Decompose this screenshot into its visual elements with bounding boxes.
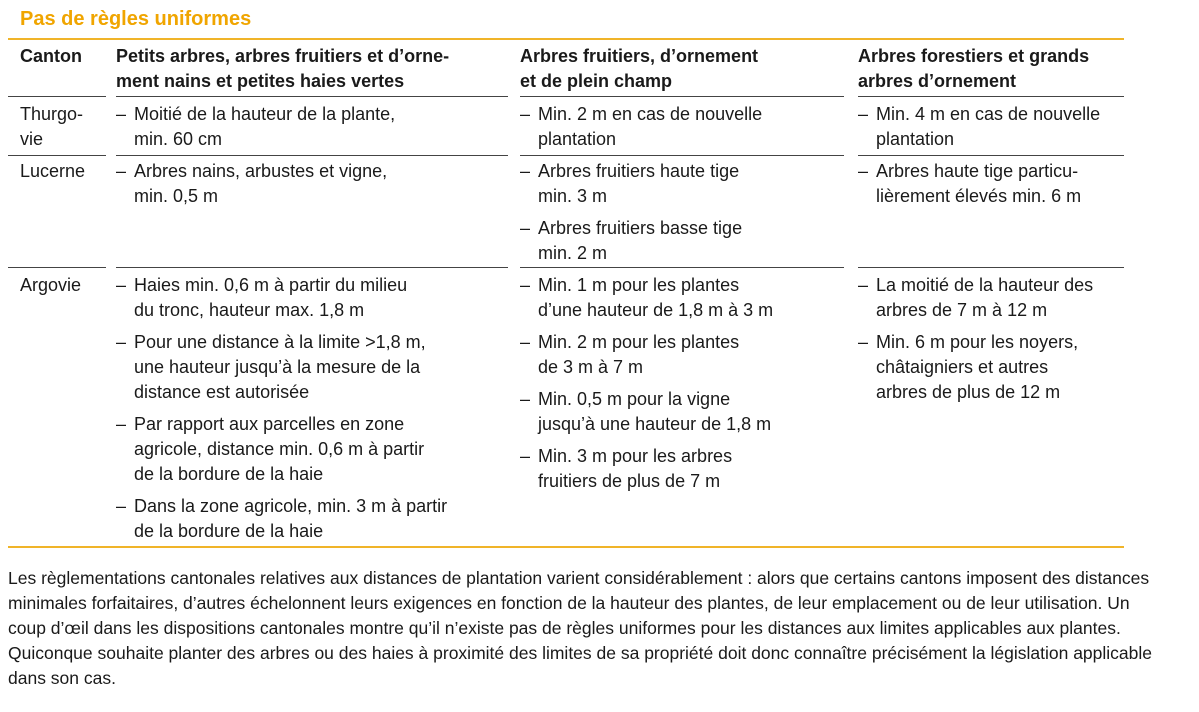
cell-argovie-fruit: [520, 273, 850, 494]
cell-lucerne-forest: [858, 159, 1158, 209]
row-divider: [858, 155, 1124, 156]
cell-argovie-forest: [858, 273, 1158, 405]
header-small-trees: Petits arbres, arbres fruitiers et d’orne- ment nains et petites haies vertes: [116, 46, 450, 91]
header-canton: Canton: [20, 46, 82, 66]
top-rule: [8, 38, 1124, 40]
cell-lucerne-fruit: [520, 159, 850, 266]
cell-lucerne-small: [116, 159, 511, 209]
list-item: – Min. 0,5 m pour la vigne jusqu’à une hauteur de 1,8 m: [520, 389, 772, 434]
header-divider: [116, 96, 508, 97]
canton-thurgovie: Thurgo- vie: [20, 104, 84, 149]
row-divider: [8, 267, 106, 268]
row-divider: [116, 155, 508, 156]
list-item: – Min. 6 m pour les noyers, châtaigniers et autres arbres de plus de 12 m: [858, 332, 1079, 402]
canton-argovie: Argovie: [20, 275, 82, 295]
list-item: – Dans la zone agricole, min. 3 m à partir de la bordure de la haie: [116, 496, 448, 541]
row-divider: [116, 267, 508, 268]
list-item: – Min. 4 m en cas de nouvelle plantation: [858, 104, 1101, 149]
row-divider: [520, 155, 844, 156]
list-item: – Min. 2 m pour les plantes de 3 m à 7 m: [520, 332, 740, 377]
list-item: – Min. 2 m en cas de nouvelle plantation: [520, 104, 763, 149]
header-divider: [858, 96, 1124, 97]
list-item: – Moitié de la hauteur de la plante, min. 60 cm: [116, 104, 396, 149]
cell-argovie-small: [116, 273, 511, 544]
row-divider: [858, 267, 1124, 268]
header-divider: [520, 96, 844, 97]
list-item: – Par rapport aux parcelles en zone agricole, distance min. 0,6 m à partir de la bordure de la haie: [116, 414, 425, 484]
list-item: – Arbres haute tige particu- lièrement élevés min. 6 m: [858, 161, 1082, 206]
cell-thurgovie-fruit: [520, 102, 850, 152]
cell-thurgovie-small: [116, 102, 511, 152]
canton-lucerne: Lucerne: [20, 161, 86, 181]
cell-thurgovie-forest: [858, 102, 1158, 152]
list-item: – Arbres nains, arbustes et vigne, min. 0,5 m: [116, 161, 388, 206]
list-item: – Arbres fruitiers basse tige min. 2 m: [520, 218, 743, 263]
header-divider: [8, 96, 106, 97]
bottom-rule: [8, 546, 1124, 548]
list-item: – Arbres fruitiers haute tige min. 3 m: [520, 161, 740, 206]
list-item: – Min. 1 m pour les plantes d’une hauteur de 1,8 m à 3 m: [520, 275, 774, 320]
list-item: – La moitié de la hauteur des arbres de 7 m à 12 m: [858, 275, 1094, 320]
row-divider: [520, 267, 844, 268]
list-item: – Haies min. 0,6 m à partir du milieu du tronc, hauteur max. 1,8 m: [116, 275, 408, 320]
header-forest-trees: Arbres forestiers et grands arbres d’ornement: [858, 46, 1090, 91]
row-divider: [8, 155, 106, 156]
list-item: – Pour une distance à la limite >1,8 m, une hauteur jusqu’à la mesure de la distance est autorisée: [116, 332, 426, 402]
body-paragraph: Les règlementations cantonales relatives aux distances de plantation varient considérablement : alors que certains cantons imposent des distances minimales forfaitaires, d’autres échelonnent leurs exigences en fonction de la hauteur des plantes, de leur emplacement ou de leur utilisation. Un coup d’œil dans les dispositions cantonales montre qu’il n’existe pas de règles uniformes pour les distances aux limites applicables aux plantes. Quiconque souhaite planter des arbres ou des haies à proximité des limites de sa propriété doit donc connaître précisément la législation applicable dans son cas.: [8, 568, 1153, 688]
section-title: Pas de règles uniformes: [20, 8, 252, 30]
list-item: – Min. 3 m pour les arbres fruitiers de plus de 7 m: [520, 446, 733, 491]
header-fruit-trees: Arbres fruitiers, d’ornement et de plein champ: [520, 46, 759, 91]
